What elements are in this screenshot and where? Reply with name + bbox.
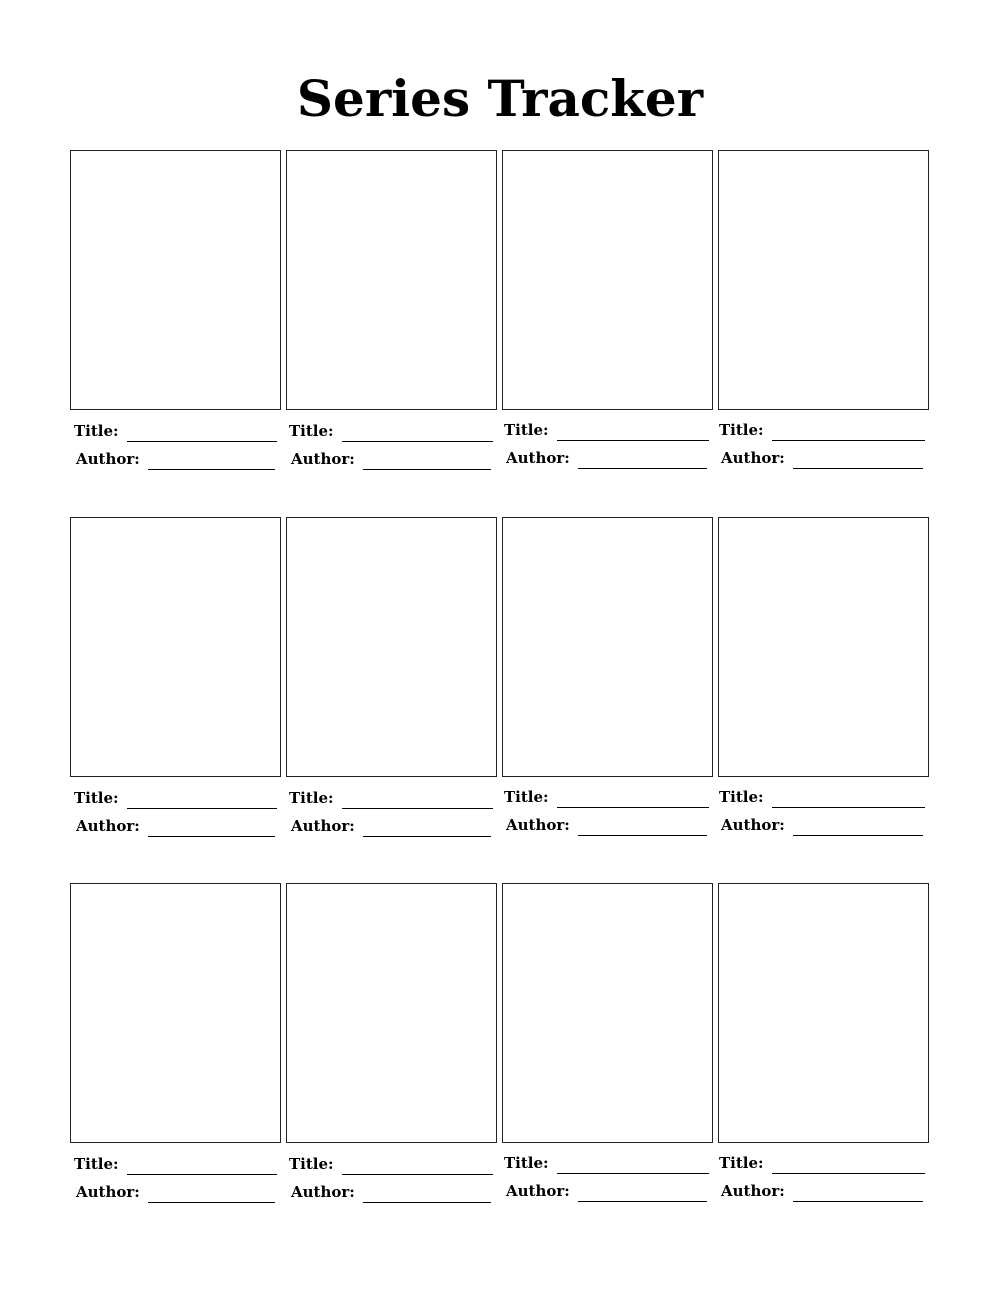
title-label: Title: bbox=[719, 787, 764, 806]
title-field bbox=[504, 784, 709, 808]
book-card bbox=[70, 517, 281, 842]
title-label: Title: bbox=[289, 421, 334, 440]
author-field bbox=[721, 445, 923, 469]
author-field bbox=[506, 812, 707, 836]
author-input-line[interactable] bbox=[578, 450, 707, 469]
author-field bbox=[506, 445, 707, 469]
author-label: Author: bbox=[291, 1182, 355, 1201]
book-cover-box[interactable] bbox=[502, 150, 713, 410]
author-label: Author: bbox=[721, 448, 785, 467]
book-cover-box[interactable] bbox=[70, 883, 281, 1143]
title-field bbox=[289, 418, 493, 442]
book-cover-box[interactable] bbox=[70, 517, 281, 777]
book-row bbox=[70, 517, 930, 842]
title-label: Title: bbox=[504, 421, 549, 439]
book-card bbox=[70, 150, 281, 475]
author-input-line[interactable] bbox=[148, 451, 275, 470]
title-field bbox=[504, 417, 709, 441]
title-input-line[interactable] bbox=[127, 1156, 277, 1175]
book-card bbox=[70, 883, 281, 1208]
title-input-line[interactable] bbox=[342, 1156, 493, 1175]
author-label: Author: bbox=[721, 1181, 785, 1200]
book-card bbox=[502, 883, 713, 1208]
author-field bbox=[721, 812, 923, 836]
title-label: Title: bbox=[719, 420, 764, 439]
author-label: Author: bbox=[291, 449, 355, 468]
author-field bbox=[506, 1178, 707, 1202]
title-label: Title: bbox=[74, 1155, 119, 1173]
title-field bbox=[719, 417, 925, 441]
book-cover-box[interactable] bbox=[286, 150, 497, 410]
author-field bbox=[76, 813, 275, 837]
title-input-line[interactable] bbox=[127, 423, 277, 442]
title-input-line[interactable] bbox=[557, 422, 709, 441]
book-row bbox=[70, 883, 930, 1208]
title-input-line[interactable] bbox=[772, 1155, 925, 1174]
title-field bbox=[719, 1150, 925, 1174]
author-input-line[interactable] bbox=[363, 1184, 491, 1203]
title-label: Title: bbox=[719, 1153, 764, 1172]
book-cover-box[interactable] bbox=[286, 517, 497, 777]
title-label: Title: bbox=[504, 788, 549, 806]
author-label: Author: bbox=[76, 450, 140, 468]
book-card bbox=[718, 883, 929, 1208]
author-field bbox=[76, 446, 275, 470]
book-cover-box[interactable] bbox=[70, 150, 281, 410]
book-cover-box[interactable] bbox=[502, 517, 713, 777]
author-label: Author: bbox=[76, 1183, 140, 1201]
book-card bbox=[286, 150, 497, 475]
author-input-line[interactable] bbox=[363, 818, 491, 837]
book-cover-box[interactable] bbox=[502, 883, 713, 1143]
title-input-line[interactable] bbox=[557, 1155, 709, 1174]
author-input-line[interactable] bbox=[578, 1183, 707, 1202]
title-label: Title: bbox=[289, 788, 334, 807]
book-card bbox=[718, 150, 929, 475]
book-card bbox=[718, 517, 929, 842]
title-label: Title: bbox=[74, 789, 119, 807]
book-cover-box[interactable] bbox=[718, 883, 929, 1143]
book-cover-box[interactable] bbox=[718, 517, 929, 777]
book-cover-box[interactable] bbox=[718, 150, 929, 410]
title-field bbox=[74, 418, 277, 442]
author-label: Author: bbox=[291, 816, 355, 835]
author-input-line[interactable] bbox=[148, 1184, 275, 1203]
title-input-line[interactable] bbox=[772, 422, 925, 441]
book-card bbox=[502, 517, 713, 842]
author-field bbox=[291, 813, 491, 837]
book-card bbox=[286, 883, 497, 1208]
title-field bbox=[74, 1151, 277, 1175]
author-input-line[interactable] bbox=[148, 818, 275, 837]
author-input-line[interactable] bbox=[363, 451, 491, 470]
title-label: Title: bbox=[504, 1154, 549, 1172]
author-input-line[interactable] bbox=[793, 817, 923, 836]
author-field bbox=[291, 1179, 491, 1203]
title-input-line[interactable] bbox=[342, 790, 493, 809]
book-card bbox=[286, 517, 497, 842]
author-label: Author: bbox=[506, 449, 570, 467]
author-label: Author: bbox=[506, 1182, 570, 1200]
author-label: Author: bbox=[506, 816, 570, 834]
author-field bbox=[291, 446, 491, 470]
title-input-line[interactable] bbox=[772, 789, 925, 808]
title-field bbox=[74, 785, 277, 809]
title-field bbox=[289, 1151, 493, 1175]
book-card bbox=[502, 150, 713, 475]
author-field bbox=[76, 1179, 275, 1203]
title-input-line[interactable] bbox=[557, 789, 709, 808]
book-row bbox=[70, 150, 930, 475]
author-label: Author: bbox=[76, 817, 140, 835]
title-field bbox=[504, 1150, 709, 1174]
book-cover-box[interactable] bbox=[286, 883, 497, 1143]
title-field bbox=[719, 784, 925, 808]
title-input-line[interactable] bbox=[127, 790, 277, 809]
title-field bbox=[289, 785, 493, 809]
title-label: Title: bbox=[289, 1154, 334, 1173]
page-title: Series Tracker bbox=[296, 69, 704, 128]
author-input-line[interactable] bbox=[793, 450, 923, 469]
author-input-line[interactable] bbox=[793, 1183, 923, 1202]
author-input-line[interactable] bbox=[578, 817, 707, 836]
title-input-line[interactable] bbox=[342, 423, 493, 442]
author-label: Author: bbox=[721, 815, 785, 834]
title-label: Title: bbox=[74, 422, 119, 440]
author-field bbox=[721, 1178, 923, 1202]
